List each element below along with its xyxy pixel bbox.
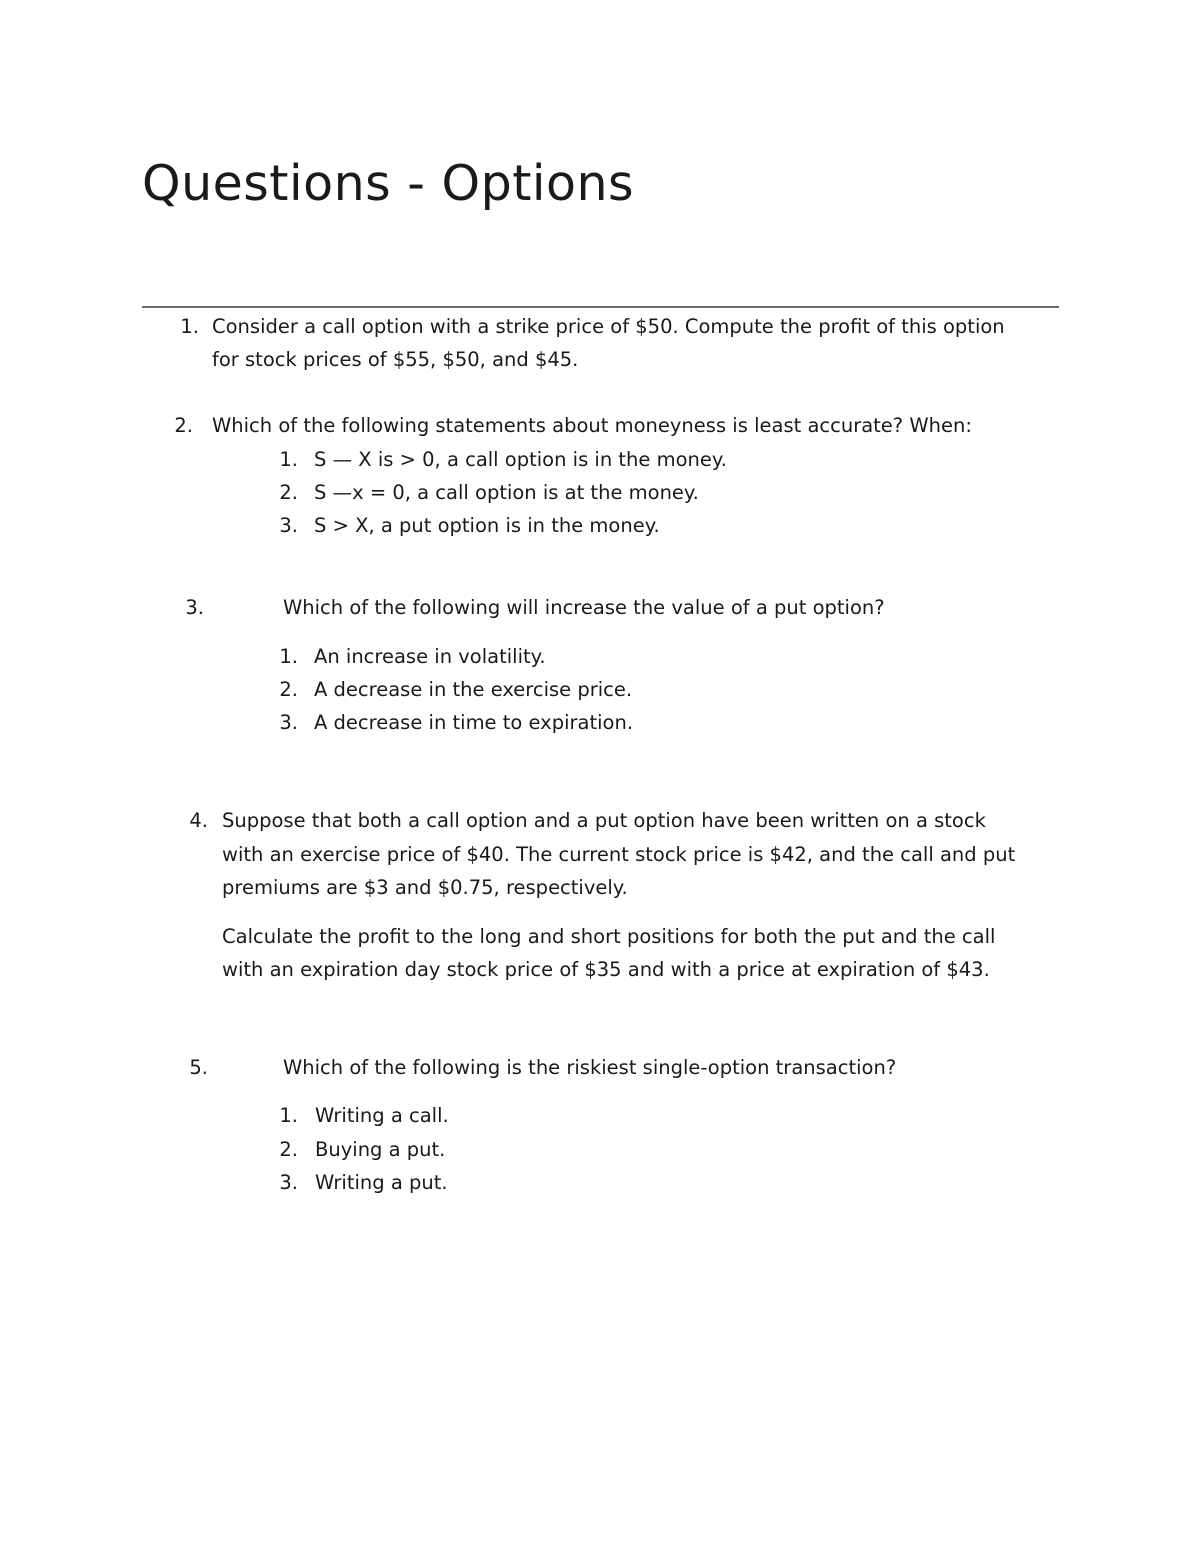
question-2-option-2-number: 2.	[279, 481, 298, 504]
question-3-option-3-text: A decrease in time to expiration.	[314, 711, 634, 734]
question-2-option-3-number: 3.	[279, 514, 298, 537]
question-5-option-3-text: Writing a put.	[315, 1171, 448, 1194]
question-5-number: 5.	[189, 1056, 208, 1079]
question-4-text-line-1: Suppose that both a call option and a put option have been written on a stock	[222, 809, 986, 832]
question-3-text: Which of the following will increase the value of a put option?	[283, 596, 885, 619]
question-4-number: 4.	[189, 809, 208, 832]
question-3-option-2-text: A decrease in the exercise price.	[314, 678, 633, 701]
question-4-text-line-5: with an expiration day stock price of $35 and with a price at expiration of $43.	[222, 958, 990, 981]
question-5-text: Which of the following is the riskiest single-option transaction?	[283, 1056, 897, 1079]
question-5-option-2-number: 2.	[279, 1138, 298, 1161]
title-divider	[142, 306, 1059, 308]
question-3-number: 3.	[185, 596, 204, 619]
question-1-text-line-2: for stock prices of $55, $50, and $45.	[212, 348, 579, 371]
question-4-text-line-4: Calculate the profit to the long and short positions for both the put and the call	[222, 925, 996, 948]
question-1-number: 1.	[180, 315, 199, 338]
question-2-option-3-text: S > X, a put option is in the money.	[314, 514, 660, 537]
question-3-option-1-text: An increase in volatility.	[314, 645, 546, 668]
question-5-option-1-number: 1.	[279, 1104, 298, 1127]
question-2-option-2-text: S —x = 0, a call option is at the money.	[314, 481, 699, 504]
question-2-option-1-text: S — X is > 0, a call option is in the money.	[314, 448, 727, 471]
question-1-text-line-1: Consider a call option with a strike price of $50. Compute the profit of this option	[212, 315, 1005, 338]
question-5-option-1-text: Writing a call.	[315, 1104, 449, 1127]
question-3-option-2-number: 2.	[279, 678, 298, 701]
question-4-text-line-3: premiums are $3 and $0.75, respectively.	[222, 876, 628, 899]
question-5-option-2-text: Buying a put.	[315, 1138, 446, 1161]
page-title: Questions - Options	[142, 155, 635, 212]
question-4-text-line-2: with an exercise price of $40. The current stock price is $42, and the call and put	[222, 843, 1016, 866]
question-3-option-3-number: 3.	[279, 711, 298, 734]
question-2-text: Which of the following statements about moneyness is least accurate? When:	[212, 414, 972, 437]
question-5-option-3-number: 3.	[279, 1171, 298, 1194]
question-2-option-1-number: 1.	[279, 448, 298, 471]
question-3-option-1-number: 1.	[279, 645, 298, 668]
question-2-number: 2.	[174, 414, 193, 437]
